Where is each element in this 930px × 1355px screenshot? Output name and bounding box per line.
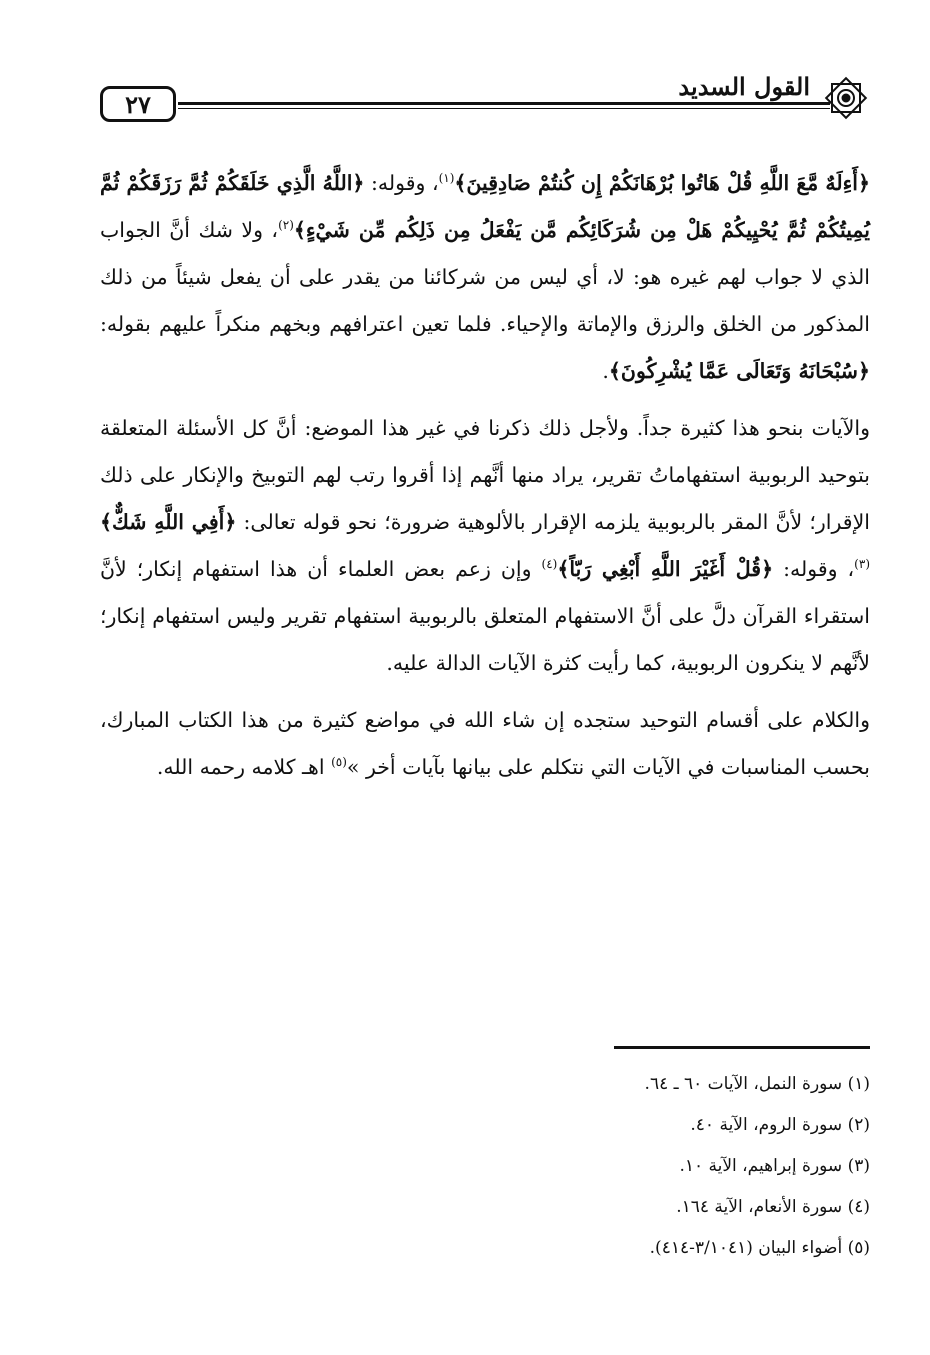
- body-text: والآيات بنحو هذا كثيرة جداً. ولأجل ذلك ذكرنا في غير هذا الموضع: أنَّ كل الأسئلة المتعلقة بتوحيد الربوبية استفهاماتُ تقرير، يراد منها أنَّهم إذا أقروا رتب لهم التوبيخ والإنكار على ذلك الإقرار؛ لأنَّ المقر بالربوبية يلزمه الإقرار بالألوهية ضرورة؛ نحو قوله تعالى:: [100, 416, 870, 534]
- body-text: ، ولا شك أنَّ الجواب الذي لا جواب لهم غيره هو: لا، أي ليس من شركائنا من يقدر على أن يفعل شيئاً من ذلك المذكور من الخلق والرزق والإماتة والإحياء. فلما تعين اعترافهم وبخهم منكراً عليهم بقوله:: [100, 218, 870, 336]
- page-header: [100, 72, 870, 134]
- quran-verse: ﴿أَفِي اللَّهِ شَكٌّ﴾: [100, 510, 237, 534]
- body-text: ، وقوله:: [773, 557, 855, 581]
- body-text: ، وقوله:: [364, 171, 439, 195]
- footnote-item: (٥) أضواء البيان (٣/١٠٤١-٤١٤).: [649, 1238, 870, 1258]
- quran-verse: ﴿أَءِلَهٌ مَّعَ اللَّهِ قُلْ هَاتُوا بُرْهَانَكُمْ إِن كُنتُمْ صَادِقِينَ﴾: [454, 171, 870, 195]
- footnote-marker: (٥): [331, 755, 347, 770]
- quran-verse: ﴿قُلْ أَغَيْرَ اللَّهِ أَبْغِي رَبّاً﴾: [557, 557, 774, 581]
- body-text: وإن زعم بعض العلماء أن هذا استفهام إنكار؛ لأنَّ استقراء القرآن دلَّ على أنَّ الاستفهام المتعلق بالربوبية استفهام تقرير وليس استفهام إنكار؛ لأنَّهم لا ينكرون الربوبية، كما رأيت كثرة الآيات الدالة عليه.: [100, 557, 870, 675]
- paragraph: [100, 697, 870, 791]
- footnote-marker: (٤): [541, 557, 558, 572]
- paragraph: [100, 405, 870, 687]
- header-rule: [178, 102, 830, 105]
- footnote-separator: [614, 1046, 870, 1049]
- header-rule-thin: [178, 108, 830, 109]
- footnotes: [100, 1064, 870, 1269]
- footnote-item: (٣) سورة إبراهيم، الآية ١٠.: [679, 1156, 870, 1176]
- eight-point-star-ornament-icon: [822, 74, 870, 122]
- footnote-item: (٤) سورة الأنعام، الآية ١٦٤.: [676, 1197, 870, 1217]
- page-number: ٢٧: [100, 86, 176, 122]
- body-text: اهـ كلامه رحمه الله.: [156, 755, 332, 779]
- paragraph: [100, 160, 870, 395]
- body-text: والكلام على أقسام التوحيد ستجده إن شاء الله في مواضع كثيرة من هذا الكتاب المبارك، بحسب المناسبات في الآيات التي نتكلم على بيانها بآيات أخر »: [100, 708, 870, 779]
- book-title: القول السديد: [672, 72, 816, 102]
- main-text: [100, 160, 870, 791]
- footnote-marker: (١): [438, 171, 455, 186]
- footnote-item: (١) سورة النمل، الآيات ٦٠ ـ ٦٤.: [644, 1074, 870, 1094]
- quran-verse: ﴿اللَّهُ الَّذِي خَلَقَكُمْ ثُمَّ رَزَقَكُمْ ثُمَّ يُمِيتُكُمْ ثُمَّ يُحْيِيكُمْ هَلْ مِن شُرَكَائِكُم مَّن يَفْعَلُ مِن ذَلِكُم مِّن شَيْءٍ﴾: [100, 171, 870, 242]
- footnote-marker: (٢): [278, 218, 294, 233]
- footnote-marker: (٣): [854, 557, 870, 572]
- quran-verse: ﴿سُبْحَانَهُ وَتَعَالَى عَمَّا يُشْرِكُونَ﴾: [608, 359, 870, 383]
- body-text: .: [602, 359, 609, 383]
- footnote-item: (٢) سورة الروم، الآية ٤٠.: [690, 1115, 870, 1135]
